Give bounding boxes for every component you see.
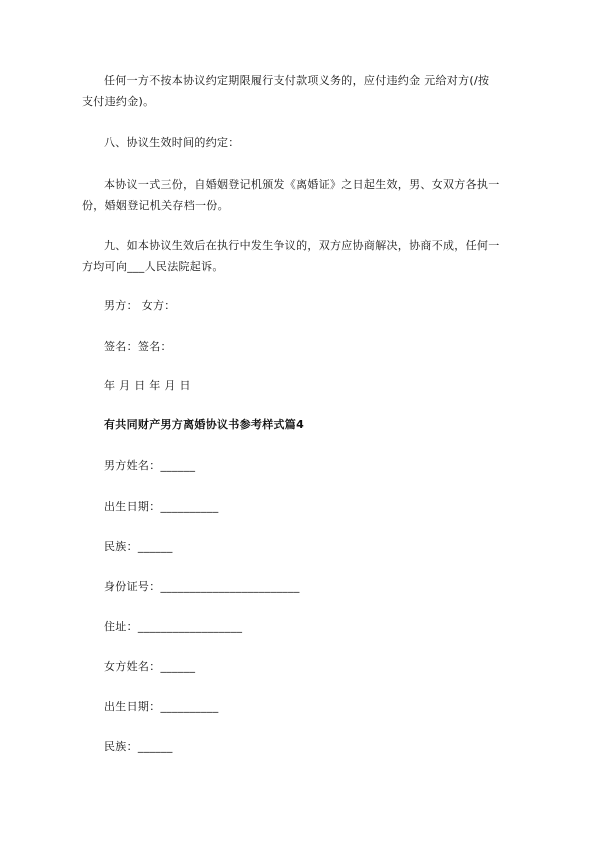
copies-clause-line2: 份，婚姻登记机关存档一份。 — [82, 199, 229, 212]
male-birth-field: 出生日期：__________ — [104, 500, 219, 513]
section-title: 有共同财产男方离婚协议书参考样式篇4 — [104, 418, 305, 431]
male-id-field: 身份证号：________________________ — [104, 580, 300, 593]
dispute-clause-line1: 九、如本协议生效后在执行中发生争议的，双方应协商解决，协商不成，任何一 — [104, 239, 500, 252]
female-ethnicity-field: 民族：______ — [104, 740, 173, 753]
copies-clause-line1: 本协议一式三份，自婚姻登记机颁发《离婚证》之日起生效，男、女双方各执一 — [104, 178, 500, 191]
payment-default-clause-line2: 支付违约金)。 — [82, 95, 155, 108]
male-name-field: 男方姓名：______ — [104, 459, 196, 472]
heading-effective-time: 八、协议生效时间的约定： — [104, 136, 240, 149]
signatures-line: 签名：签名： — [104, 340, 172, 353]
female-birth-field: 出生日期：__________ — [104, 700, 219, 713]
male-ethnicity-field: 民族：______ — [104, 540, 173, 553]
payment-default-clause-line1: 任何一方不按本协议约定期限履行支付款项义务的，应付违约金 元给对方(/按 — [104, 74, 490, 87]
male-address-field: 住址：__________________ — [104, 620, 243, 633]
parties-line: 男方： 女方： — [104, 299, 176, 312]
female-name-field: 女方姓名：______ — [104, 660, 196, 673]
dates-line: 年 月 日 年 月 日 — [104, 379, 191, 392]
dispute-clause-line2: 方均可向___人民法院起诉。 — [82, 260, 224, 273]
